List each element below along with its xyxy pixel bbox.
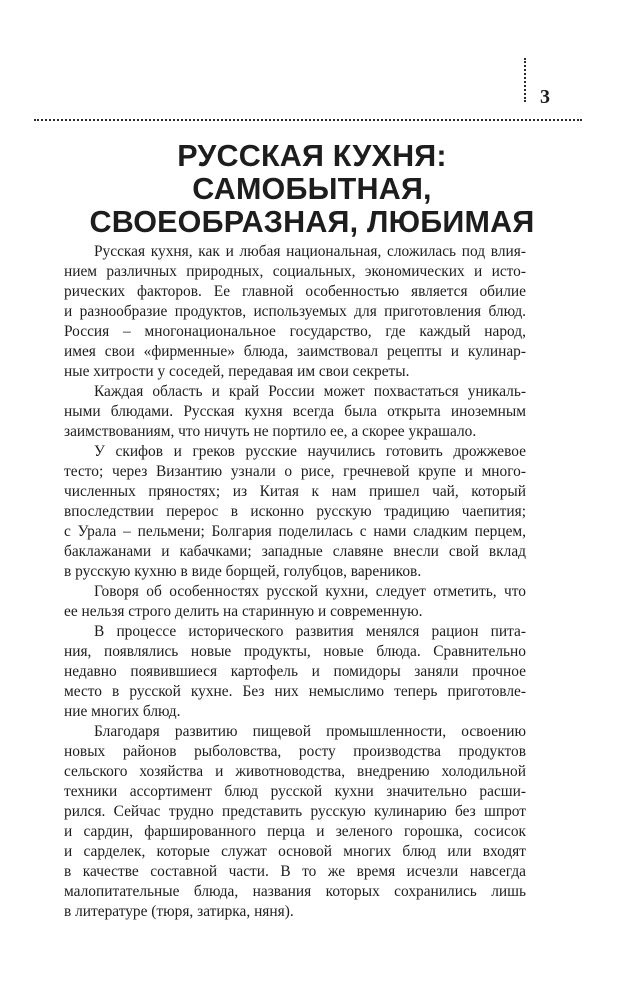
chapter-title-line: САМОБЫТНАЯ, xyxy=(192,172,432,206)
chapter-title-line: СВОЕОБРАЗНАЯ, ЛЮБИМАЯ xyxy=(89,205,535,239)
paragraph xyxy=(64,722,526,922)
text-line: сельского хозяйства и животноводства, внедрению холодильной xyxy=(64,763,526,780)
chapter-title-line: РУССКАЯ КУХНЯ: xyxy=(177,139,447,173)
chapter-title xyxy=(80,140,544,239)
text-line: впоследствии перерос в исконно русскую традицию чаепития; xyxy=(64,503,526,520)
paragraph xyxy=(64,622,526,722)
page-number: 3 xyxy=(540,86,550,108)
paragraph xyxy=(64,442,526,582)
text-line: в литературе (тюря, затирка, няня). xyxy=(64,903,294,920)
text-line: ее нельзя строго делить на старинную и современную. xyxy=(64,603,423,620)
text-line: баклажанами и кабачками; западные славяне внесли свой вклад xyxy=(64,543,526,560)
text-line: и разнообразие продуктов, используемых для приготовления блюд. xyxy=(64,303,526,320)
text-line: рился. Сейчас трудно представить русскую кулинарию без шпрот xyxy=(64,803,526,820)
text-line: Русская кухня, как и любая национальная, сложилась под влия- xyxy=(94,243,526,260)
article-body xyxy=(64,242,526,922)
text-line: В процессе исторического развития менялся рацион пита- xyxy=(94,623,526,640)
paragraph xyxy=(64,582,526,622)
paragraph xyxy=(64,242,526,382)
text-line: рических факторов. Ее главной особенностью является обилие xyxy=(64,283,526,300)
text-line: численных пряностях; из Китая к нам пришел чай, который xyxy=(64,483,526,500)
text-line: ными блюдами. Русская кухня всегда была открыта иноземным xyxy=(64,403,526,420)
text-line: ние многих блюд. xyxy=(64,703,181,720)
text-line: с Урала – пельмени; Болгария поделилась с нами сладким перцем, xyxy=(64,523,526,540)
text-line: место в русской кухне. Без них немыслимо теперь приготовле- xyxy=(64,683,526,700)
text-line: малопитательные блюда, названия которых сохранились лишь xyxy=(64,883,526,900)
text-line: Россия – многонациональное государство, где каждый народ, xyxy=(64,323,526,340)
header-dotted-rule xyxy=(34,119,582,121)
text-line: заимствованиям, что ничуть не портило ее, а скорее украшало. xyxy=(64,423,477,440)
text-line: недавно появившиеся картофель и помидоры заняли прочное xyxy=(64,663,526,680)
header-dotted-divider xyxy=(524,58,526,102)
paragraph xyxy=(64,382,526,442)
text-line: нием различных природных, социальных, экономических и исто- xyxy=(64,263,526,280)
text-line: новых районов рыболовства, росту производства продуктов xyxy=(64,743,526,760)
text-line: и сарделек, которые служат основой многих блюд или входят xyxy=(64,843,526,860)
text-line: в русскую кухню в виде борщей, голубцов, вареников. xyxy=(64,563,422,580)
text-line: имея свои «фирменные» блюда, заимствовал рецепты и кулинар- xyxy=(64,343,526,360)
text-line: в качестве составной части. В то же время исчезли навсегда xyxy=(64,863,526,880)
text-line: У скифов и греков русские научились готовить дрожжевое xyxy=(94,443,526,460)
text-line: и сардин, фаршированного перца и зеленого горошка, сосисок xyxy=(64,823,526,840)
text-line: Говоря об особенностях русской кухни, следует отметить, что xyxy=(94,583,526,600)
text-line: Благодаря развитию пищевой промышленности, освоению xyxy=(94,723,526,740)
text-line: техники ассортимент блюд русской кухни значительно расши- xyxy=(64,783,526,800)
text-line: Каждая область и край России может похвастаться уникаль- xyxy=(94,383,526,400)
text-line: ния, появлялись новые продукты, новые блюда. Сравнительно xyxy=(64,643,526,660)
text-line: ные хитрости у соседей, передавая им свои секреты. xyxy=(64,363,410,380)
text-line: тесто; через Византию узнали о рисе, гречневой крупе и много- xyxy=(64,463,526,480)
